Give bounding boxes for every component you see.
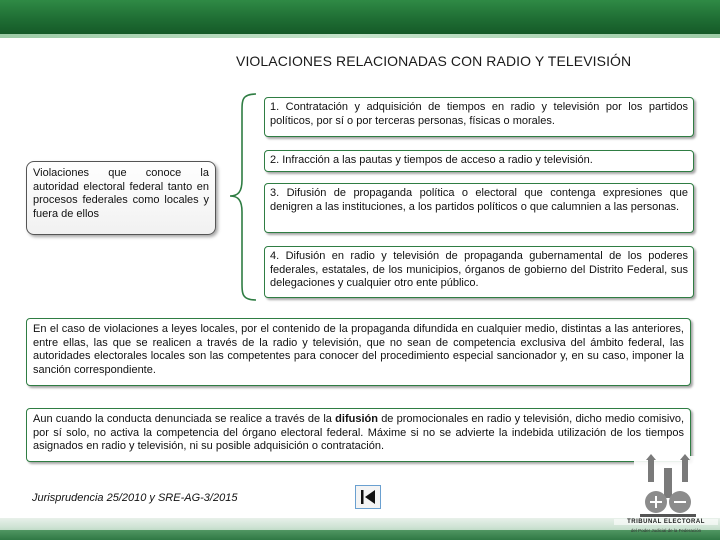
top-green-band — [0, 0, 720, 34]
left-summary-box: Violaciones que conoce la autoridad electoral federal tanto en procesos federales como locales y fuera de ellos — [26, 161, 216, 235]
violation-item-4: 4. Difusión en radio y televisión de propaganda gubernamental de los poderes federales, estatales, de los municipios, órganos de gobierno del Distrito Federal, sus delegaciones y cualquier otro ente público. — [264, 246, 694, 298]
para2-bold: difusión — [335, 413, 378, 425]
bottom-accent-line — [0, 530, 720, 540]
para2-before: Aun cuando la conducta denunciada se realice a través de la — [33, 413, 332, 425]
logo-subtitle: del Poder Judicial de la Federación — [630, 528, 702, 533]
top-accent-line — [0, 34, 720, 38]
local-laws-paragraph: En el caso de violaciones a leyes locales, por el contenido de la propaganda difundida en cualquier medio, distintas a las anteriores, entre ellas, las que se realicen a través de la radio y televisión, que no sean de competencia exclusiva del ámbito federal, las autoridades electorales locales son las competentes para conocer del procedimiento especial sancionador y, en su caso, imponer la sanción correspondiente. — [26, 318, 691, 386]
diffusion-paragraph — [26, 408, 691, 462]
para2-after: de promocionales en radio y televisión, dicho medio comisivo, por sí solo, no activa la competencia del órgano electoral federal. Máxime si no se advierte la indebida utilización de los tiempos asignados en radio y televisión, ni su posible adquisición o contratación. — [33, 413, 684, 452]
logo-title: TRIBUNAL ELECTORAL — [614, 519, 718, 525]
violation-item-3: 3. Difusión de propaganda política o electoral que contenga expresiones que denigren a las instituciones, a los partidos políticos o que calumnien a las personas. — [264, 183, 694, 233]
tribunal-logo-icon — [626, 452, 710, 538]
footer-citation: Jurisprudencia 25/2010 y SRE-AG-3/2015 — [32, 492, 238, 504]
violation-item-2: 2. Infracción a las pautas y tiempos de acceso a radio y televisión. — [264, 150, 694, 172]
first-slide-icon — [359, 489, 377, 505]
curly-brace-icon — [226, 92, 262, 302]
first-slide-button[interactable] — [355, 485, 381, 509]
slide-title: VIOLACIONES RELACIONADAS CON RADIO Y TELEVISIÓN — [236, 53, 632, 69]
violation-item-1: 1. Contratación y adquisición de tiempos en radio y televisión por los partidos políticos, por sí o por terceras personas, físicas o morales. — [264, 97, 694, 137]
